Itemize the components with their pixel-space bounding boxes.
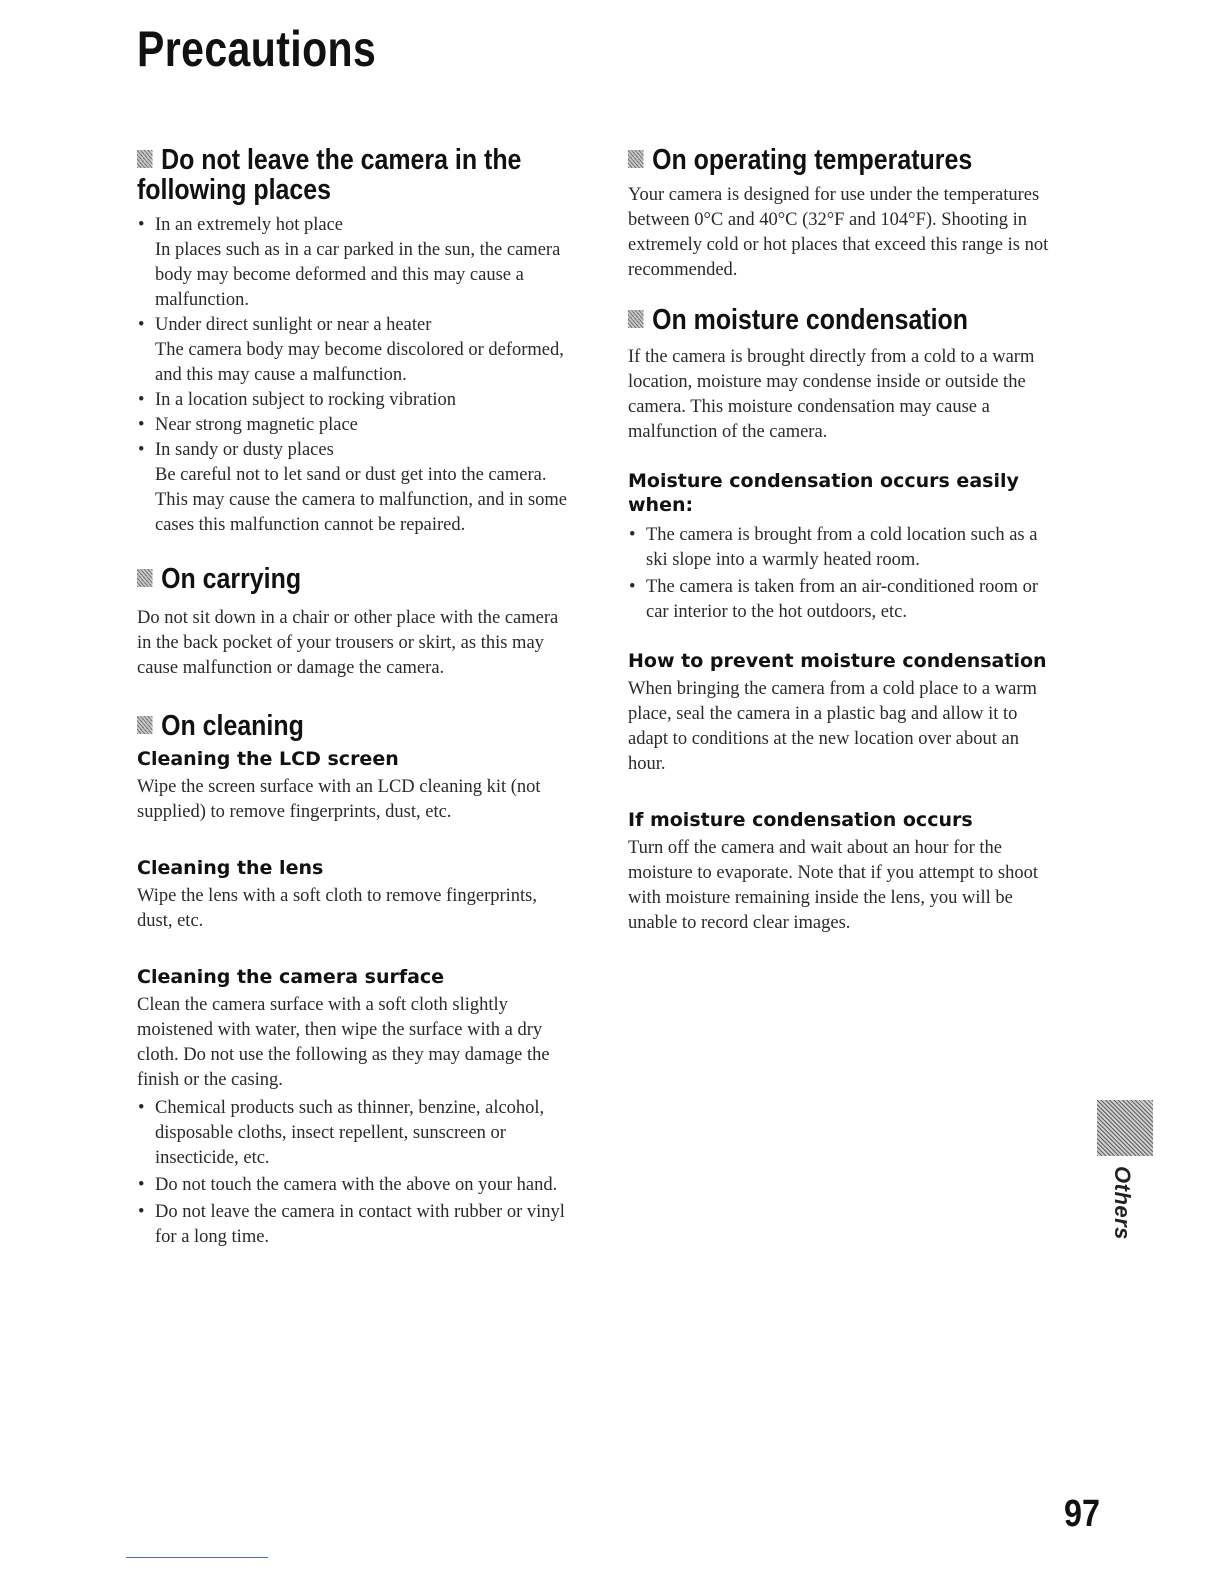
square-bullet-icon — [137, 716, 152, 734]
places-list — [137, 213, 567, 538]
section-heading-do-not-leave: Do not leave the camera in the following places — [137, 144, 522, 206]
right-column — [628, 145, 1058, 936]
page-number: 97 — [1064, 1493, 1100, 1535]
section-tab-label: Others — [1110, 1166, 1135, 1240]
subheading-if-condensation-occurs: If moisture condensation occurs — [628, 809, 973, 831]
list-item: • Near strong magnetic place — [137, 413, 567, 438]
footer-rule — [126, 1557, 268, 1558]
subheading-cleaning-lcd: Cleaning the LCD screen — [137, 748, 399, 770]
carrying-text: Do not sit down in a chair or other place with the camera in the back pocket of your trousers or skirt, as this may cause malfunction or damage the camera. — [137, 608, 559, 678]
square-bullet-icon — [137, 569, 152, 587]
subheading-prevent-condensation: How to prevent moisture condensation — [628, 650, 1047, 672]
list-item: • In sandy or dusty places Be careful not to let sand or dust get into the camera. This may cause the camera to malfunction, and in some cases this malfunction cannot be repaired. — [137, 438, 567, 538]
cleaning-surface-text: Clean the camera surface with a soft cloth slightly moistened with water, then wipe the surface with a dry cloth. Do not use the following as they may damage the finish or the casing. — [137, 995, 550, 1090]
square-bullet-icon — [628, 310, 643, 328]
page-title: Precautions — [137, 21, 377, 77]
list-item: • The camera is taken from an air-conditioned room or car interior to the hot outdoors, etc. — [628, 575, 1058, 625]
cleaning-surface-list — [137, 1096, 567, 1250]
list-item: • In a location subject to rocking vibration — [137, 388, 567, 413]
cleaning-lcd-text: Wipe the screen surface with an LCD cleaning kit (not supplied) to remove fingerprints, dust, etc. — [137, 777, 541, 822]
list-item: • Do not touch the camera with the above on your hand. — [137, 1173, 567, 1198]
list-item: • In an extremely hot place In places such as in a car parked in the sun, the camera body may become deformed and this may cause a malfunction. — [137, 213, 567, 313]
operating-temperatures-text: Your camera is designed for use under the temperatures between 0°C and 40°C (32°F and 104°F). Shooting in extremely cold or hot places that exceed this range is not recommended. — [628, 185, 1049, 280]
condensation-occurs-list — [628, 523, 1058, 625]
section-heading-moisture-condensation: On moisture condensation — [628, 305, 1057, 335]
subheading-cleaning-lens: Cleaning the lens — [137, 857, 324, 879]
list-item: • Under direct sunlight or near a heater The camera body may become discolored or deformed, and this may cause a malfunction. — [137, 313, 567, 388]
prevent-condensation-text: When bringing the camera from a cold place to a warm place, seal the camera in a plastic bag and allow it to adapt to conditions at the new location over about an hour. — [628, 679, 1037, 774]
subheading-condensation-occurs-easily: Moisture condensation occurs easily when: — [628, 470, 1019, 516]
square-bullet-icon — [628, 150, 643, 168]
section-tab-marker — [1097, 1100, 1153, 1156]
subheading-cleaning-surface: Cleaning the camera surface — [137, 966, 445, 988]
moisture-condensation-text: If the camera is brought directly from a cold to a warm location, moisture may condense inside or outside the camera. This moisture condensation may cause a malfunction of the camera. — [628, 347, 1035, 442]
list-item: • Do not leave the camera in contact with rubber or vinyl for a long time. — [137, 1200, 567, 1250]
if-condensation-occurs-text: Turn off the camera and wait about an hour for the moisture to evaporate. Note that if you attempt to shoot with moisture remaining inside the lens, you will be unable to record clear images. — [628, 838, 1038, 933]
square-bullet-icon — [137, 150, 152, 168]
section-heading-on-cleaning: On cleaning — [137, 711, 566, 741]
list-item: • The camera is brought from a cold location such as a ski slope into a warmly heated room. — [628, 523, 1058, 573]
list-item: • Chemical products such as thinner, benzine, alcohol, disposable cloths, insect repellent, sunscreen or insecticide, etc. — [137, 1096, 567, 1171]
left-column — [137, 145, 567, 1250]
section-heading-operating-temperatures: On operating temperatures — [628, 145, 1057, 175]
cleaning-lens-text: Wipe the lens with a soft cloth to remove fingerprints, dust, etc. — [137, 886, 537, 931]
section-heading-on-carrying: On carrying — [137, 564, 566, 594]
